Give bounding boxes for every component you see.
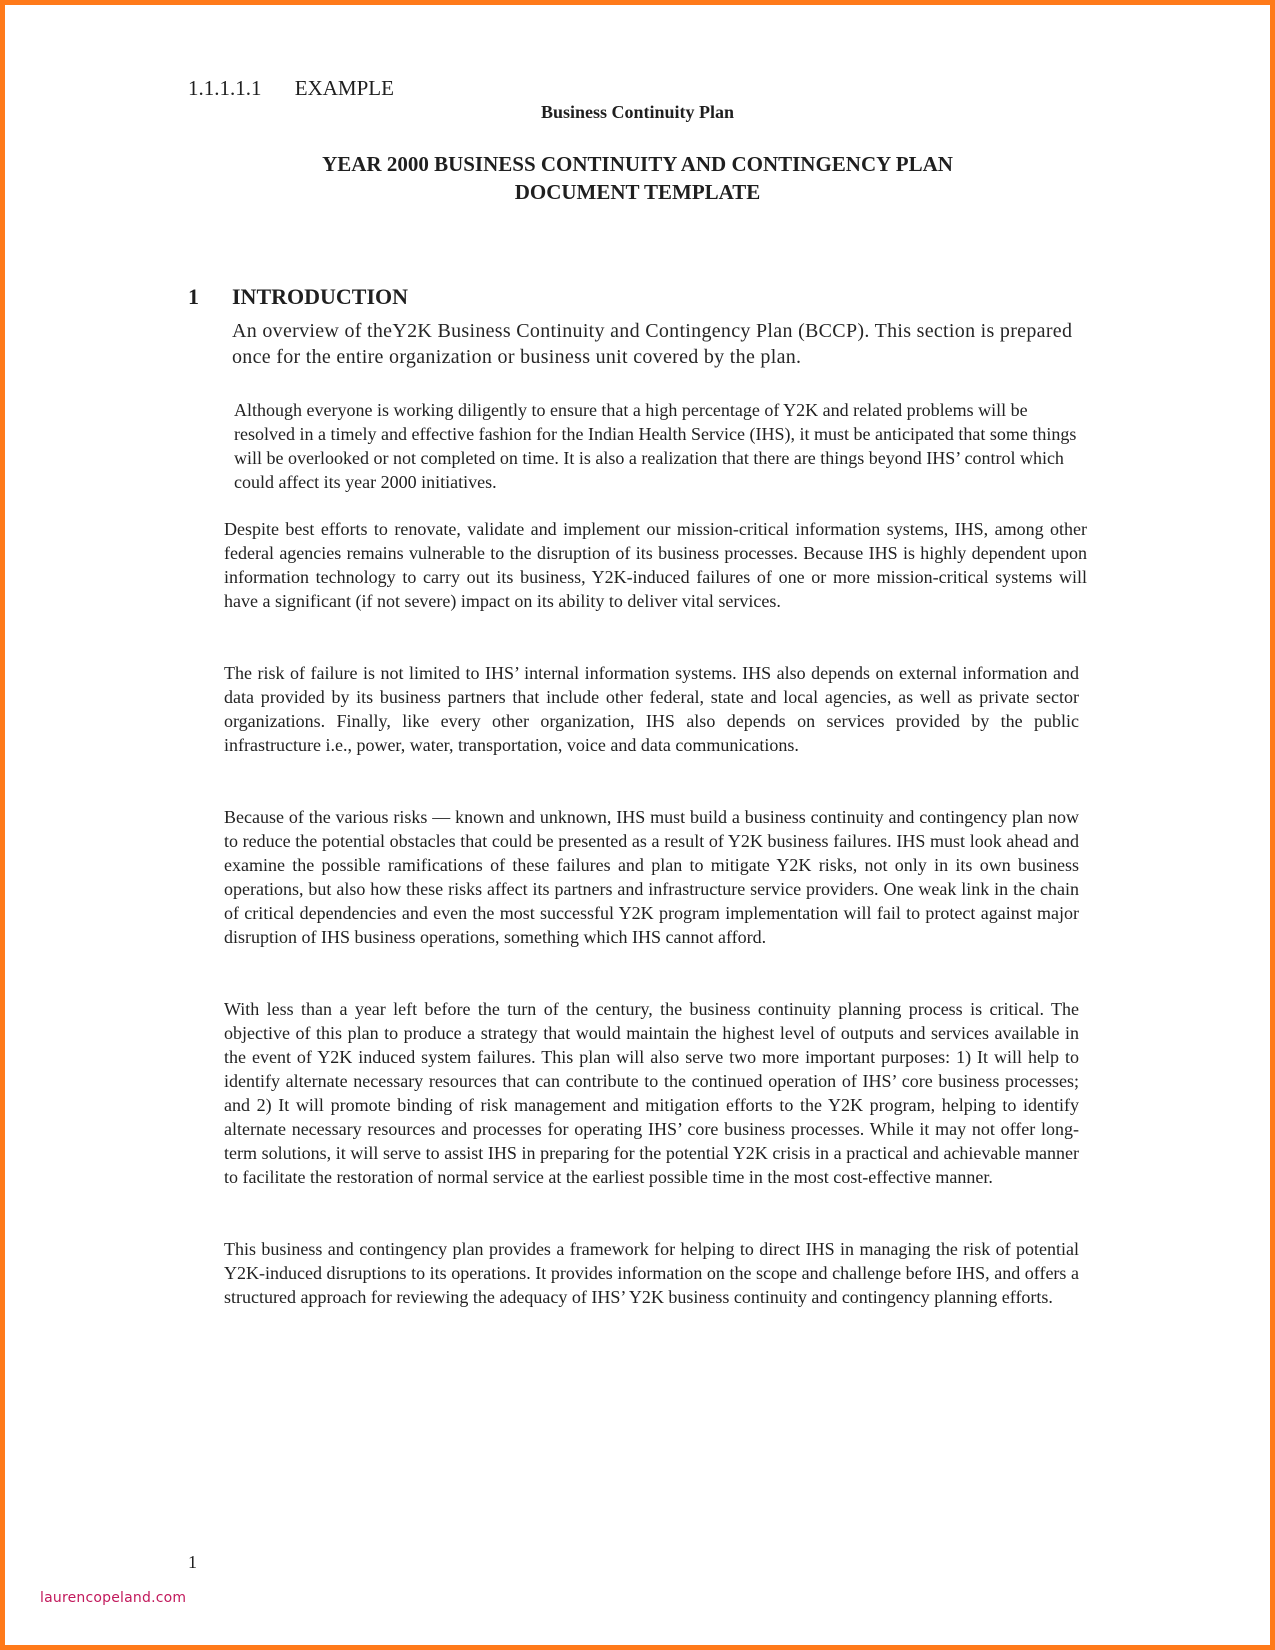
section-title: INTRODUCTION xyxy=(232,284,409,309)
paragraph-5: With less than a year left before the turn of the century, the business continuity planning process is critical. The objective of this plan to produce a strategy that would maintain the highest level of outputs and services available in the event of Y2K induced system failures. This plan will also serve two more important purposes: 1) It will help to identify alternate necessary resources that can contribute to the continued operation of IHS’ core business processes; and 2) It will promote binding of risk management and mitigation efforts to the Y2K program, helping to identify alternate necessary resources and processes for operating IHS’ core business processes. While it may not offer long-term solutions, it will serve to assist IHS in preparing for the potential Y2K crisis in a practical and achievable manner to facilitate the restoration of normal service at the earliest possible time in the most cost-effective manner. xyxy=(224,999,1079,1187)
section-intro: An overview of theY2K Business Continuity and Contingency Plan (BCCP). This section is prepared once for the entire organization or business unit covered by the plan. xyxy=(232,320,1073,368)
document-title-line-2: DOCUMENT TEMPLATE xyxy=(514,180,761,204)
paragraph-4: Because of the various risks — known and unknown, IHS must build a business continuity and contingency plan now to reduce the potential obstacles that could be presented as a result of Y2K business failures. IHS must look ahead and examine the possible ramifications of these failures and plan to mitigate Y2K risks, not only in its own business operations, but also how these risks affect its partners and infrastructure service providers. One weak link in the chain of critical dependencies and even the most successful Y2K program implementation will fail to protect against major disruption of IHS business operations, something which IHS cannot afford. xyxy=(224,807,1079,947)
paragraph-2: Despite best efforts to renovate, validate and implement our mission-critical information systems, IHS, among other federal agencies remains vulnerable to the disruption of its business processes. Because IHS is highly dependent upon information technology to carry out its business, Y2K-induced failures of one or more mission-critical systems will have a significant (if not severe) impact on its ability to deliver vital services. xyxy=(224,519,1087,611)
paragraph-1: Although everyone is working diligently to ensure that a high percentage of Y2K and related problems will be resolved in a timely and effective fashion for the Indian Health Service (IHS), it must be anticipated that some things will be overlooked or not completed on time. It is also a realization that there are things beyond IHS’ control which could affect its year 2000 initiatives. xyxy=(234,400,1077,492)
page-number: 1 xyxy=(188,1552,197,1572)
document-title-line-1: YEAR 2000 BUSINESS CONTINUITY AND CONTINGENCY PLAN xyxy=(322,152,953,176)
paragraph-3: The risk of failure is not limited to IHS’ internal information systems. IHS also depends on external information and data provided by its business partners that include other federal, state and local agencies, as well as private sector organizations. Finally, like every other organization, IHS also depends on services provided by the public infrastructure i.e., power, water, transportation, voice and data communications. xyxy=(224,663,1079,755)
document-subtitle: Business Continuity Plan xyxy=(540,102,735,122)
paragraph-6: This business and contingency plan provides a framework for helping to direct IHS in managing the risk of potential Y2K-induced disruptions to its operations. It provides information on the scope and challenge before IHS, and offers a structured approach for reviewing the adequacy of IHS’ Y2K business continuity and contingency planning efforts. xyxy=(224,1239,1079,1307)
example-text: EXAMPLE xyxy=(294,76,394,100)
watermark: laurencopeland.com xyxy=(40,1590,187,1606)
example-number: 1.1.1.1.1 xyxy=(188,76,262,100)
section-number: 1 xyxy=(188,284,199,309)
